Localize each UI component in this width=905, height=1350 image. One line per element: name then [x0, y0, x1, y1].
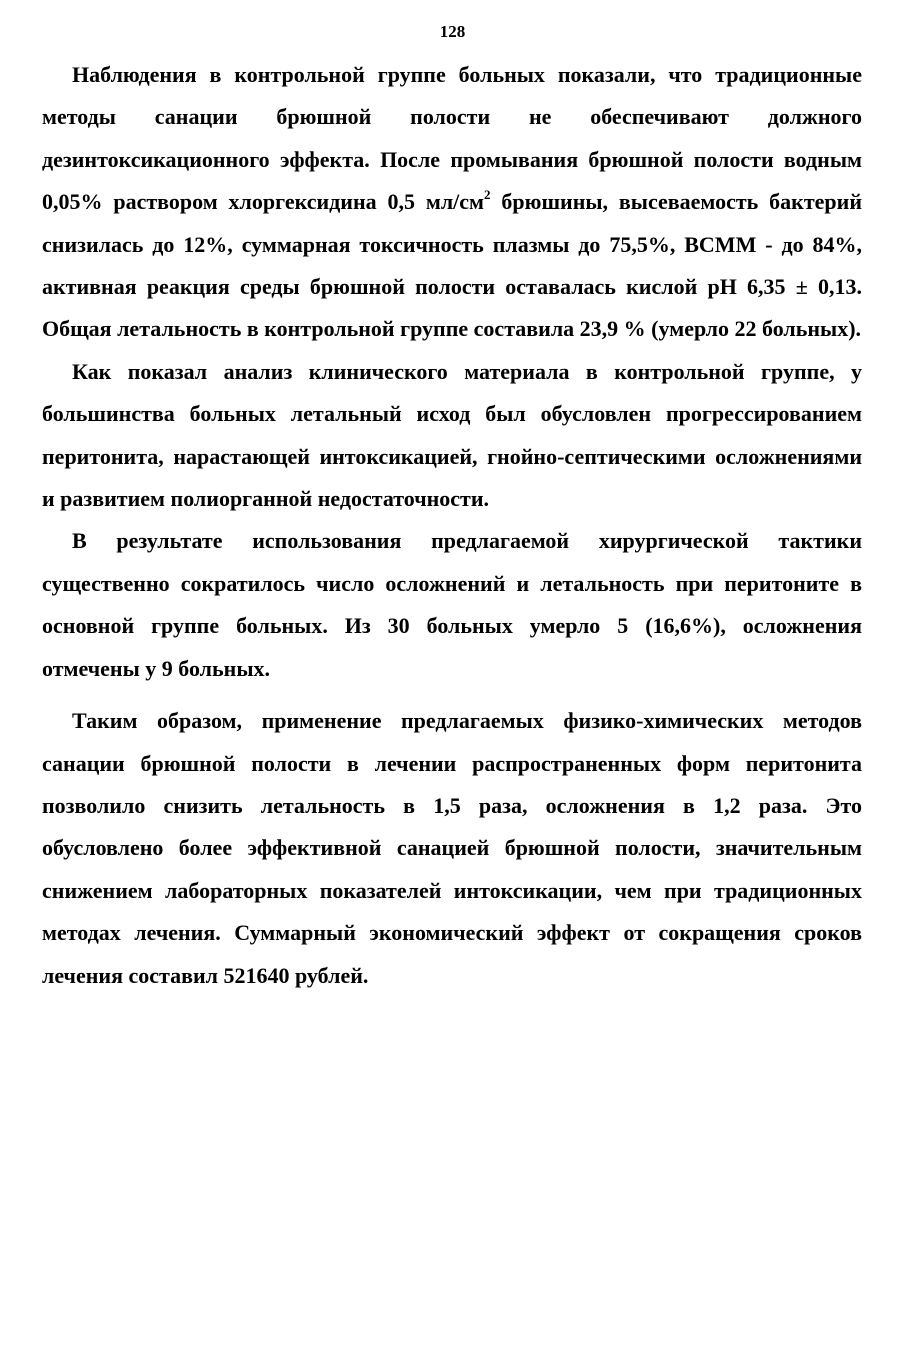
paragraph-text: Наблюдения в контрольной группе больных показали, что традиционные методы санации брюшной полости не обеспечивают должного дезинтоксикационного эффекта. После промывания брюшной полости водным 0,05% раствором хлоргексидина 0,5 мл/см: [42, 62, 862, 215]
paragraph-control-group: [42, 54, 862, 351]
paragraph-clinical-analysis: Как показал анализ клинического материала в контрольной группе, у большинства больных летальный исход был обусловлен прогрессированием перитонита, нарастающей интоксикацией, гнойно-септическими осложнениями и развитием полиорганной недостаточности.: [42, 358, 862, 512]
paragraph-results: В результате использования предлагаемой хирургической тактики существенно сократилось число осложнений и летальность при перитоните в основной группе больных. Из 30 больных умерло 5 (16,6%), осложнения отмечены у 9 больных.: [42, 528, 862, 681]
superscript: 2: [484, 186, 491, 202]
page-number: 128: [439, 22, 466, 41]
paragraph-text: брюшины, высеваемость бактерий снизилась до 12%, суммарная токсичность плазмы до 75,5%, ВСММ - до 84%, активная реакция среды брюшной полости оставалась кислой pH 6,35 ± 0,13. Общая летальность в контрольной группе составила 23,9 % (умерло 22 больных).: [42, 189, 862, 342]
paragraph-conclusion: Таким образом, применение предлагаемых физико-химических методов санации брюшной полости в лечении распространенных форм перитонита позволило снизить летальность в 1,5 раза, осложнения в 1,2 раза. Это обусловлено более эффективной санацией брюшной полости, значительным снижением лабораторных показателей интоксикации, чем при традиционных методах лечения. Суммарный экономический эффект от сокращения сроков лечения составил 521640 рублей.: [42, 708, 862, 988]
document-body: [42, 54, 862, 997]
